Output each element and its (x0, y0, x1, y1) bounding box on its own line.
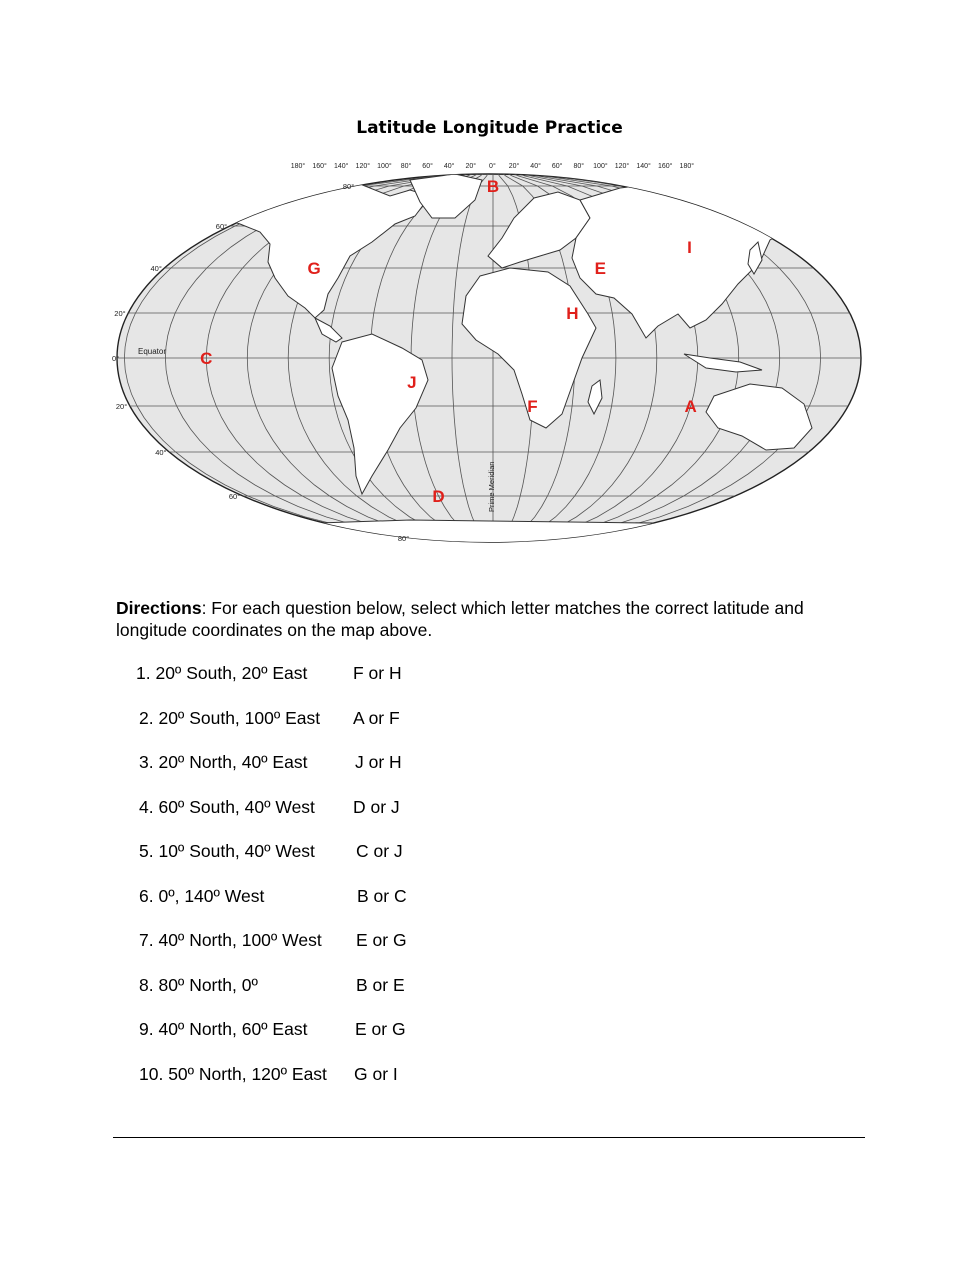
question-coordinates: 40º North, 60º East (158, 1019, 308, 1039)
map-marker-j: J (407, 373, 417, 392)
map-marker-f: F (527, 397, 538, 416)
question-item (139, 752, 459, 774)
world-map (110, 158, 870, 550)
question-item (139, 841, 459, 863)
map-marker-i: I (687, 238, 692, 257)
map-marker-a: A (684, 397, 697, 416)
longitude-label: 100° (377, 163, 392, 170)
latitude-label: 40° (150, 264, 162, 273)
latitude-label: 60° (215, 222, 228, 231)
question-choices: D or J (353, 796, 400, 817)
longitude-label: 160° (312, 163, 327, 170)
question-number: 3. (139, 752, 159, 772)
answer-divider-line (113, 1137, 865, 1138)
map-marker-c: C (200, 349, 213, 368)
question-item (139, 930, 459, 952)
question-choices: E or G (356, 930, 407, 950)
question-number: 10. (139, 1063, 169, 1084)
longitude-label: 60° (422, 163, 433, 170)
longitude-label: 40° (530, 163, 541, 170)
prime-meridian-label: Prime Meridian (487, 461, 496, 512)
page-title: Latitude Longitude Practice (356, 118, 623, 138)
longitude-label: 40° (443, 163, 455, 170)
latitude-label: 20° (115, 402, 128, 411)
question-number: 6. (139, 885, 159, 906)
longitude-label: 140° (636, 163, 651, 170)
question-item (139, 1019, 459, 1041)
question-coordinates: 20º South, 20º East (155, 663, 308, 683)
longitude-label: 120° (355, 163, 371, 170)
map-marker-h: H (566, 304, 579, 323)
question-choices: B or C (357, 885, 407, 906)
question-coordinates: 50º North, 120º East (168, 1063, 327, 1084)
longitude-label: 80° (400, 163, 412, 170)
longitude-label: 140° (333, 163, 349, 170)
question-item (139, 886, 459, 908)
latitude-label: 80° (397, 534, 410, 543)
question-coordinates: 20º North, 40º East (158, 752, 308, 772)
map-marker-g: G (307, 259, 321, 278)
antarctica-shape (110, 520, 870, 550)
question-number: 8. (139, 974, 159, 995)
question-coordinates: 20º South, 100º East (158, 707, 321, 728)
question-coordinates: 0º, 140º West (158, 885, 265, 906)
map-marker-b: B (486, 177, 500, 196)
directions-paragraph (116, 597, 856, 641)
question-number: 2. (139, 707, 159, 728)
question-coordinates: 80º North, 0º (158, 974, 258, 995)
question-coordinates: 40º North, 100º West (158, 930, 322, 950)
longitude-label: 80° (573, 163, 585, 170)
map-marker-d: D (432, 487, 445, 506)
question-number: 9. (139, 1019, 159, 1039)
longitude-label: 120° (614, 163, 630, 170)
question-choices: A or F (353, 707, 400, 728)
question-choices: B or E (356, 974, 405, 995)
longitude-label: 20° (508, 163, 520, 170)
question-coordinates: 10º South, 40º West (158, 841, 315, 861)
new-zealand-shape (822, 440, 836, 470)
map-marker-e: E (594, 259, 606, 278)
latitude-label: 0° (112, 354, 120, 363)
question-number: 1. (136, 663, 156, 683)
latitude-label: 40° (155, 448, 167, 457)
longitude-label: 100° (593, 163, 608, 170)
directions-heading: Directions (116, 598, 202, 618)
directions-text: : For each question below, select which letter matches the correct latitude and longitude coordinates on the map above. (116, 598, 804, 640)
question-choices: C or J (356, 841, 403, 861)
longitude-label: 180° (679, 163, 695, 170)
question-choices: J or H (355, 752, 402, 772)
question-item (139, 975, 459, 997)
question-number: 5. (139, 841, 159, 861)
question-number: 4. (139, 796, 159, 817)
longitude-label: 60° (551, 163, 563, 170)
latitude-label: 80° (342, 182, 355, 191)
question-choices: F or H (353, 663, 402, 683)
question-number: 7. (139, 930, 159, 950)
equator-label: Equator (138, 347, 167, 356)
longitude-label: 180° (290, 163, 306, 170)
latitude-label: 60° (228, 492, 241, 501)
latitude-label: 20° (114, 309, 126, 318)
longitude-labels (291, 162, 694, 170)
longitude-label: 20° (465, 163, 477, 170)
question-coordinates: 60º South, 40º West (158, 796, 315, 817)
question-item (139, 708, 459, 730)
question-item (139, 1064, 459, 1086)
question-item (136, 663, 456, 685)
longitude-label: 160° (657, 163, 673, 170)
longitude-label: 0° (489, 163, 496, 170)
question-choices: E or G (355, 1019, 406, 1039)
question-choices: G or I (354, 1063, 398, 1084)
question-item (139, 797, 459, 819)
